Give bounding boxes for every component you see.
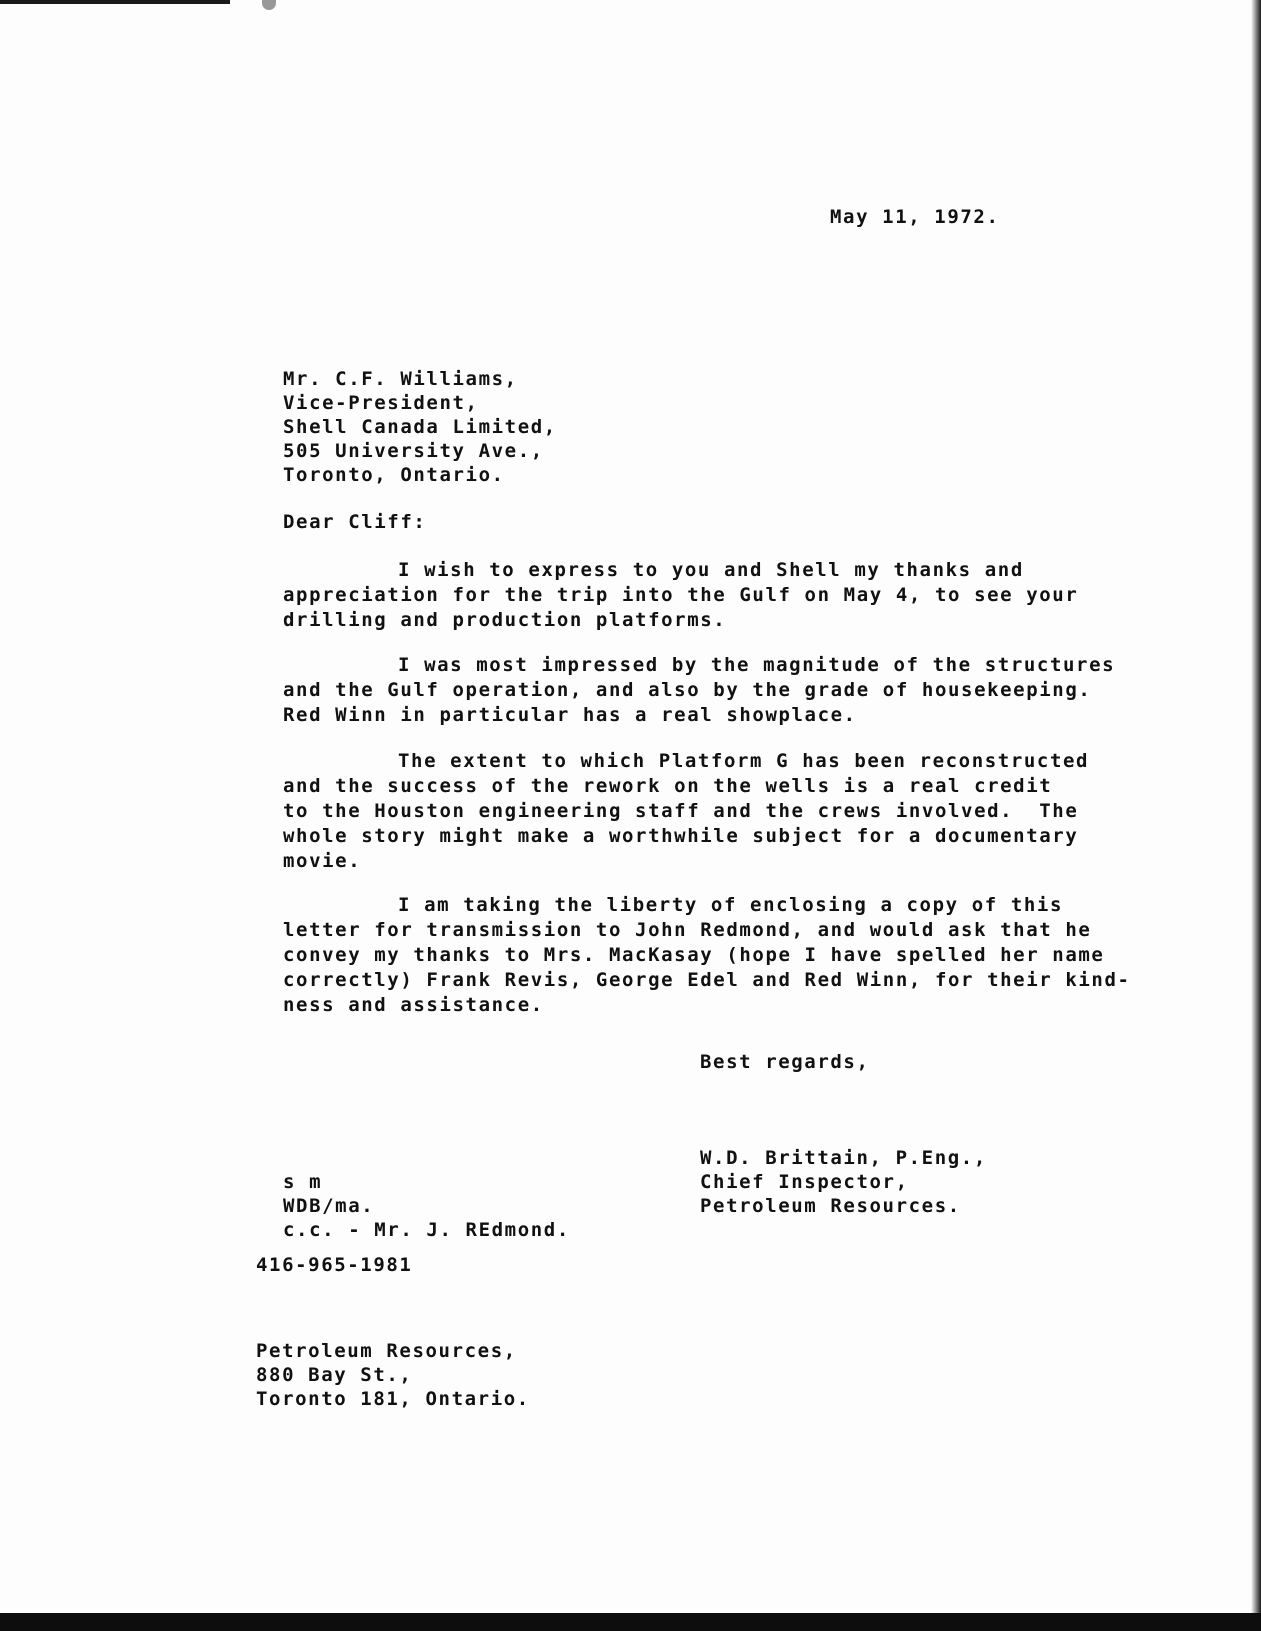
letter-date: May 11, 1972. [830, 206, 1000, 228]
scan-smudge [262, 0, 276, 10]
closing: Best regards, [700, 1051, 870, 1073]
scan-artifact-top [0, 0, 230, 4]
signer-department: Petroleum Resources. [700, 1195, 961, 1217]
salutation: Dear Cliff: [283, 511, 427, 533]
scan-artifact-bottom [0, 1613, 1261, 1631]
typist-mark: s m [283, 1171, 323, 1193]
recipient-title: Vice-President, [283, 392, 479, 414]
signer-title: Chief Inspector, [700, 1171, 909, 1193]
scan-artifact-right [1251, 0, 1261, 1631]
body-paragraph-2: I was most impressed by the magnitude of the structures and the Gulf operation, and also by the grade of housekeeping. Red Winn in particular has a real showplace. [283, 654, 1116, 726]
sender-organization: Petroleum Resources, [256, 1340, 517, 1362]
sender-street: 880 Bay St., [256, 1364, 413, 1386]
signer-name: W.D. Brittain, P.Eng., [700, 1147, 987, 1169]
reference-initials: WDB/ma. [283, 1195, 375, 1217]
body-paragraph-4: I am taking the liberty of enclosing a copy of this letter for transmission to John Redmond, and would ask that he convey my thanks to Mrs. MacKasay (hope I have spelled her name correctly) Frank Revis, George Edel and Red Winn, for their kind- ness and assistance. [283, 894, 1131, 1016]
body-paragraph-3: The extent to which Platform G has been reconstructed and the success of the rework on the wells is a real credit to the Houston engineering staff and the crews involved. The whole story might make a worthwhile subject for a documentary movie. [283, 750, 1090, 872]
recipient-city: Toronto, Ontario. [283, 464, 505, 486]
phone-number: 416-965-1981 [256, 1254, 413, 1276]
sender-city: Toronto 181, Ontario. [256, 1388, 530, 1410]
body-paragraph-1: I wish to express to you and Shell my thanks and appreciation for the trip into the Gulf on May 4, to see your drilling and production platforms. [283, 559, 1079, 631]
recipient-street: 505 University Ave., [283, 440, 544, 462]
recipient-name: Mr. C.F. Williams, [283, 368, 518, 390]
carbon-copy-line: c.c. - Mr. J. REdmond. [283, 1219, 570, 1241]
recipient-company: Shell Canada Limited, [283, 416, 557, 438]
